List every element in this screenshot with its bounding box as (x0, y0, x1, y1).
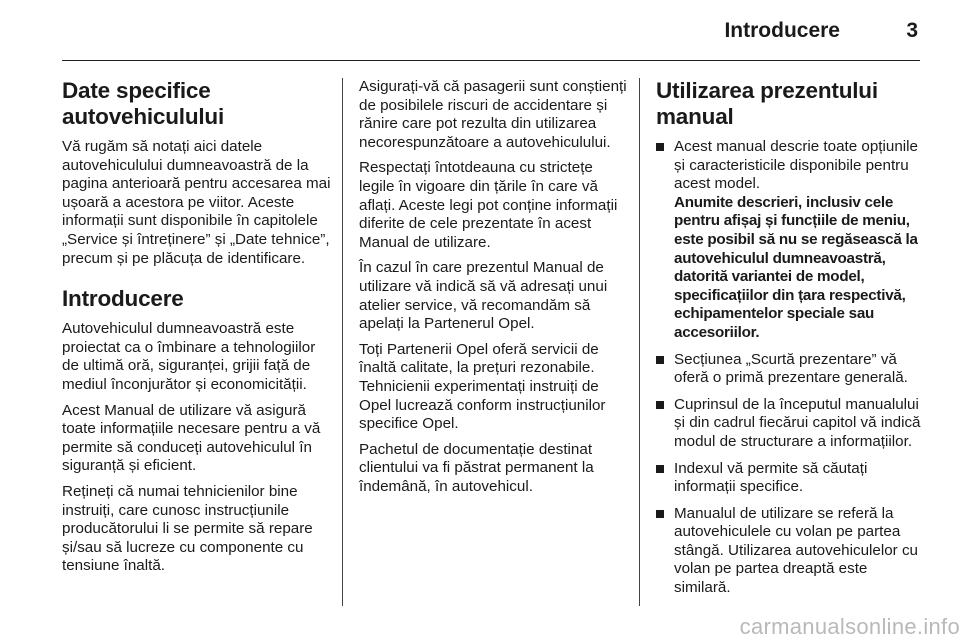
list-item (656, 351, 926, 388)
paragraph: Toți Partenerii Opel oferă servicii de înaltă calitate, la prețuri rezonabile. Tehnicienii experimentați instruiți de Opel lucrează conform instrucțiunilor specifice Opel. (359, 340, 606, 433)
list-item (656, 505, 926, 598)
list-item-text: Manualul de utilizare se referă la autovehiculele cu volan pe partea stângă. Utilizarea autovehiculelor cu volan pe partea dreaptă este similară. (674, 504, 918, 597)
square-bullet-icon (656, 465, 664, 473)
list-item-text: Acest manual descrie toate opțiunile și caracteristicile disponibile pentru acest model. (674, 138, 918, 193)
paragraph: În cazul în care prezentul Manual de utilizare vă indică să vă adresați unui atelier service, vă recomandăm să apelați la Partenerul Opel. (359, 259, 608, 333)
chapter-title: Introducere (724, 19, 840, 42)
section-heading-using-manual: Utilizarea prezentului manual (656, 78, 878, 129)
column-divider (639, 78, 640, 606)
paragraph: Pachetul de documentație destinat clientului va fi păstrat permanent la îndemână, în autovehicul. (359, 440, 594, 495)
square-bullet-icon (656, 143, 664, 151)
paragraph: Asigurați-vă că pasagerii sunt conștienți de posibilele riscuri de accidentare și rănire care pot rezulta din utilizarea necorespunzătoare a autovehiculului. (359, 78, 627, 151)
square-bullet-icon (656, 401, 664, 409)
list-item (656, 396, 926, 452)
paragraph: Rețineți că numai tehnicienilor bine instruiți, care cunosc instrucțiunile producătorului li se permite să repare și/sau să lucreze cu componente cu tensiune înaltă. (62, 482, 313, 575)
column-middle (359, 78, 629, 503)
list-item-text: Cuprinsul de la începutul manualului și din cadrul fiecărui capitol vă indică modul de structurare a informațiilor. (674, 395, 921, 450)
list-item-text: Indexul vă permite să căutați informații specifice. (674, 459, 868, 496)
list-item (656, 460, 926, 497)
paragraph: Vă rugăm să notați aici datele autovehiculului dumneavoastră de la pagina anterioară pentru accesarea mai ușoară a acestora pe viitor. Aceste informații sunt disponibile în capitolele „Service și întreținere” și „Date tehnice”, precum și pe plăcuța de identificare. (62, 138, 331, 267)
list-item (656, 138, 926, 343)
paragraph: Autovehiculul dumneavoastră este proiectat ca o îmbinare a tehnologiilor de ultimă oră, siguranței, grijii față de mediul înconjurător și economicității. (62, 320, 316, 393)
list-item-text: Secțiunea „Scurtă prezentare” vă oferă o primă prezentare generală. (674, 350, 908, 387)
column-right (656, 78, 926, 606)
page-number: 3 (906, 19, 918, 42)
list-item-bold-text: Anumite descrieri, inclusiv cele pentru afișaj și funcțiile de meniu, este posibil să nu se regăsească la autovehiculul dumneavoastră, datorită variantei de model, specificațiilor din țara respectivă, echipamentelor speciale sau accesoriilor. (674, 193, 918, 341)
paragraph: Acest Manual de utilizare vă asigură toate informațiile necesare pentru a vă permite să conduceți autovehiculul în siguranță și eficient. (62, 401, 321, 475)
watermark: carmanualsonline.info (739, 614, 960, 639)
square-bullet-icon (656, 356, 664, 364)
section-heading-vehicle-data: Date specifice autovehiculului (62, 78, 225, 129)
paragraph: Respectați întotdeauna cu strictețe legile în vigoare din țările în care vă aflați. Aceste legi pot conține informații diferite de cele prezentate în acest Manual de utilizare. (359, 159, 618, 251)
bullet-list (656, 138, 926, 598)
page-header (62, 0, 920, 61)
section-heading-introduction: Introducere (62, 286, 184, 312)
column-left (62, 78, 334, 583)
square-bullet-icon (656, 510, 664, 518)
column-divider (342, 78, 343, 606)
